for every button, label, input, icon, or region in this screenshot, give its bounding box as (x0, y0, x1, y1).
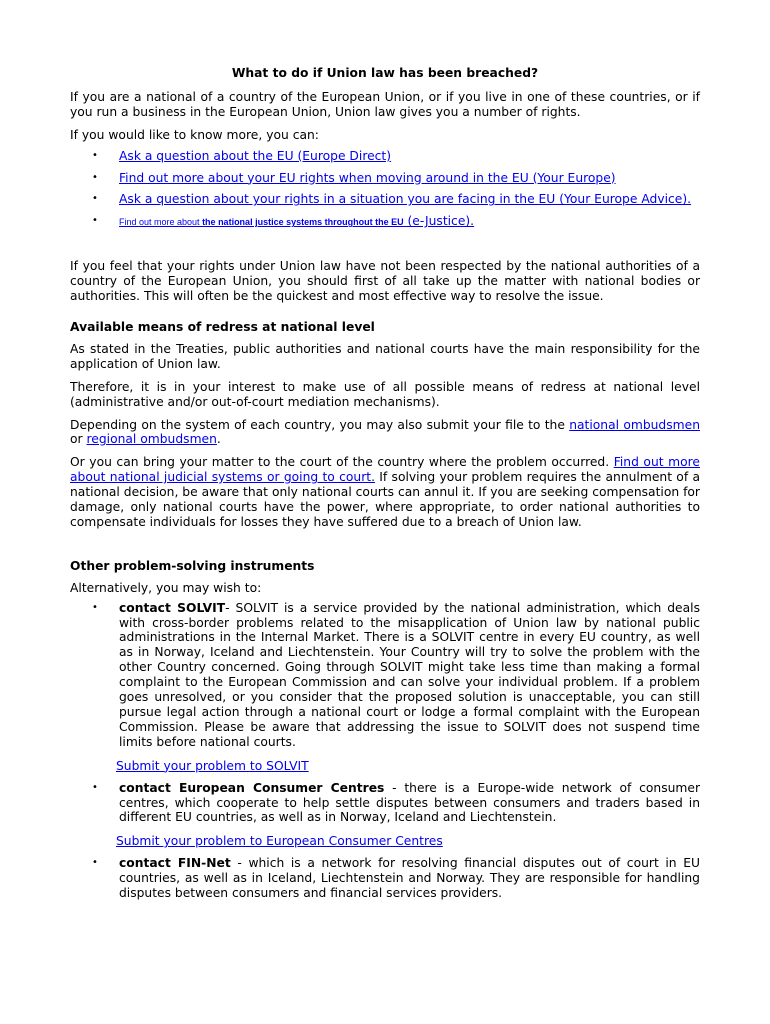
ecc-description: - there is a Europe-wide network of consumer centres, which cooperate to help settle disputes between consumers and traders based in different EU countries, as well as in Norway, Iceland and Liechtenstein. (119, 780, 701, 825)
submit-ecc-link[interactable]: Submit your problem to European Consumer Centres (116, 834, 443, 849)
bullet-icon: • (92, 781, 98, 793)
national-paragraph-1: As stated in the Treaties, public authorities and national courts have the main responsibility for the application of Union law. (70, 341, 700, 371)
alternatively-paragraph: Alternatively, you may wish to: (70, 580, 262, 595)
ombudsmen-text-post: . (216, 432, 221, 447)
ejustice-link-pre: Find out more about (119, 217, 203, 228)
national-paragraph-2: Therefore, it is in your interest to make use of all possible means of redress at national level (administrative and/or out-of-court mediation mechanisms). (70, 379, 700, 409)
bullet-icon: • (92, 171, 98, 183)
bullet-icon: • (92, 857, 98, 869)
judicial-systems-link[interactable]: Find out more about national judicial systems or going to court. (70, 455, 700, 485)
instrument-list (70, 856, 700, 901)
finnet-description: - which is a network for resolving financial disputes out of court in EU countries, as well as in Iceland, Liechtenstein and Norway. They are responsible for handling disputes between consumers and financial services providers. (119, 856, 701, 901)
bullet-icon: • (92, 193, 98, 205)
ecc-title: contact European Consumer Centres (119, 780, 385, 795)
europe-direct-link[interactable]: Ask a question about the EU (Europe Direct) (119, 148, 392, 163)
other-instruments-heading: Other problem-solving instruments (70, 558, 315, 573)
know-more-paragraph: If you would like to know more, you can: (70, 127, 319, 142)
ejustice-link-post: (e-Justice). (403, 214, 475, 229)
list-item (70, 781, 700, 826)
intro-paragraph: If you are a national of a country of the European Union, or if you live in one of these countries, or if you run a business in the European Union, Union law gives you a number of rights. (70, 89, 700, 119)
list-item (70, 214, 700, 230)
national-paragraph-3 (70, 418, 700, 448)
list-item (70, 171, 700, 186)
national-ombudsmen-link[interactable]: national ombudsmen (569, 417, 700, 432)
bullet-icon: • (92, 215, 98, 227)
submit-solvit-link[interactable]: Submit your problem to SOLVIT (116, 758, 309, 773)
info-link-list (70, 149, 700, 231)
list-item (70, 856, 700, 901)
rights-paragraph: If you feel that your rights under Union law have not been respected by the national authorities of a country of the European Union, you should first of all take up the matter with national bodies or authorities. This will often be the quickest and most effective way to resolve the issue. (70, 259, 700, 304)
regional-ombudsmen-link[interactable]: regional ombudsmen (86, 432, 217, 447)
your-europe-advice-link[interactable]: Ask a question about your rights in a situation you are facing in the EU (Your Europe Advice). (119, 192, 692, 207)
bullet-icon: • (92, 149, 98, 161)
national-redress-heading: Available means of redress at national level (70, 319, 375, 334)
ejustice-link-bold: the national justice systems throughout the EU (202, 217, 404, 228)
document-page (70, 66, 700, 910)
ejustice-link[interactable] (119, 214, 474, 228)
list-item (70, 601, 700, 750)
national-paragraph-4 (70, 455, 700, 530)
solvit-title: contact SOLVIT (119, 600, 226, 615)
court-text-pre: Or you can bring your matter to the court of the country where the problem occurred. (70, 455, 614, 470)
ombudsmen-text-pre: Depending on the system of each country, you may also submit your file to the (70, 417, 570, 432)
instrument-list (70, 781, 700, 826)
solvit-description: - SOLVIT is a service provided by the national administration, which deals with cross-border problems related to the misapplication of Union law by national public administrations in the Internal Market. There is a SOLVIT centre in every EU country, as well as in Norway, Iceland and Liechtenstein. Your Country will try to solve the problem with the other Country concerned. Going through SOLVIT might take less time than making a formal complaint to the European Commission and can solve your individual problem. If a problem goes unresolved, or you consider that the proposed solution is unacceptable, you can still pursue legal action through a national court or lodge a formal complaint with the European Commission. Please be aware that addressing the issue to SOLVIT does not suspend time limits before national courts. (119, 600, 700, 749)
list-item (70, 192, 700, 207)
instrument-list (70, 601, 700, 750)
court-text-post: If solving your problem requires the annulment of a national decision, be aware that only national courts can annul it. If you are seeking compensation for damage, only national courts have the power, where appropriate, to order national authorities to compensate individuals for losses they have suffered due to a breach of Union law. (70, 470, 700, 529)
list-item (70, 149, 700, 164)
your-europe-link[interactable]: Find out more about your EU rights when moving around in the EU (Your Europe) (119, 170, 616, 185)
page-title: What to do if Union law has been breached? (231, 66, 539, 80)
ombudsmen-text-mid: or (70, 432, 87, 447)
finnet-title: contact FIN-Net (119, 856, 231, 871)
bullet-icon: • (92, 601, 98, 613)
